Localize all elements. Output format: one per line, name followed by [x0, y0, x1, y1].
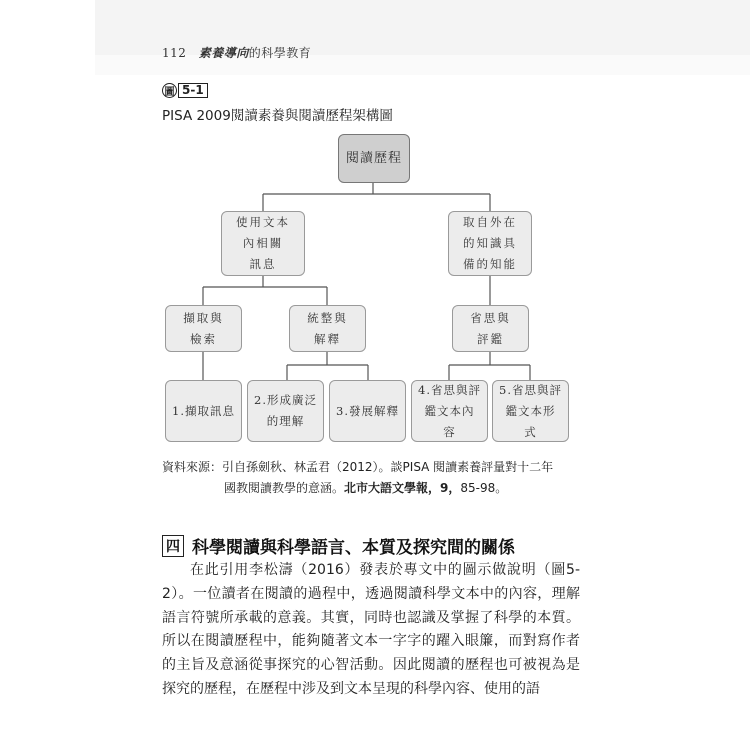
source-journal: 北市大語文學報，9，: [344, 481, 461, 495]
body-paragraph: 在此引用李松濤（2016）發表於專文中的圖示做說明（圖5-2）。一位讀者在閱讀的過程中，透過閱讀科學文本中的內容，理解語言符號所承載的意義。其實，同時也認識及掌握了科學的本質。所以在閱讀歷程中，能夠隨著文本一字字的躍入眼簾，而對寫作者的主旨及意涵從事探究的心智活動。因此閱讀的歷程也可被視為是探究的歷程，在歷程中涉及到文本呈現的科學內容、使用的語: [162, 562, 580, 697]
section-title: 科學閱讀與科學語言、本質及探究間的關係: [192, 538, 515, 558]
figure-title: PISA 2009閱讀素養與閱讀歷程架構圖: [162, 108, 393, 124]
node-use-text-information: 使用文本 內相關 訊息: [221, 211, 305, 276]
node-access-retrieve: 擷取與 檢索: [165, 305, 242, 352]
node-broad-understanding: 2.形成廣泛 的理解: [247, 380, 324, 442]
section-heading: [162, 533, 515, 558]
body-text: [162, 559, 580, 702]
figure-source: [162, 457, 602, 499]
section-number-badge: 四: [162, 535, 184, 557]
node-integrate-interpret: 統整與 解釋: [289, 305, 366, 352]
figure-label-number: 5-1: [178, 83, 208, 98]
node-develop-interpretation: 3.發展解釋: [329, 380, 406, 442]
node-reading-process: 閱讀歷程: [338, 134, 410, 183]
node-reflect-evaluate: 省思與 評鑑: [452, 305, 529, 352]
node-reflect-form: 5.省思與評 鑑文本形 式: [492, 380, 569, 442]
source-line-2: 國教閱讀教學的意涵。北市大語文學報，9，85-98。: [224, 481, 508, 495]
node-external-knowledge: 取自外在 的知識具 備的知能: [448, 211, 532, 276]
node-reflect-content: 4.省思與評 鑑文本內 容: [411, 380, 488, 442]
book-title-rest: 的科學教育: [248, 46, 312, 60]
node-retrieve-information: 1.擷取訊息: [165, 380, 242, 442]
figure-label-char: 圖: [162, 83, 177, 98]
page-number: 112: [162, 46, 187, 60]
source-line-1: 資料來源：引自孫劍秋、林孟君（2012）。談PISA 閱讀素養評量對十二年: [162, 460, 554, 474]
book-title-bold: 素養導向: [198, 46, 249, 60]
